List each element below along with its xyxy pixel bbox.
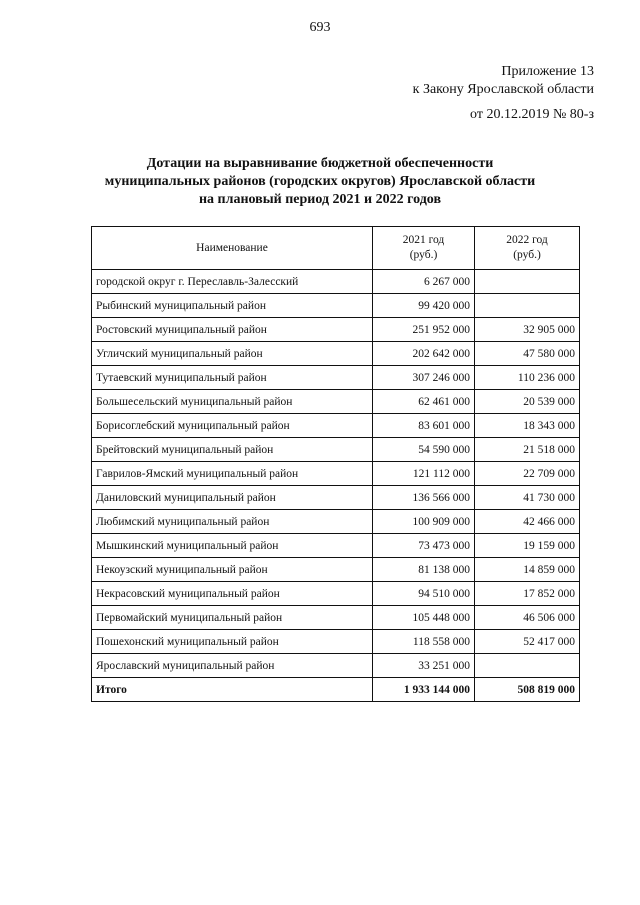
header-2021-unit: (руб.) (409, 249, 438, 261)
row-2022-value: 14 859 000 (475, 558, 580, 582)
total-2022-value: 508 819 000 (475, 678, 580, 702)
row-name: Гаврилов-Ямский муниципальный район (92, 462, 373, 486)
row-name: Некоузский муниципальный район (92, 558, 373, 582)
table-row (92, 582, 580, 606)
table-row (92, 534, 580, 558)
table-row (92, 606, 580, 630)
row-2022-value: 32 905 000 (475, 318, 580, 342)
row-2021-value: 99 420 000 (373, 294, 475, 318)
row-2022-value: 21 518 000 (475, 438, 580, 462)
subsidies-table (91, 226, 580, 702)
row-name: Ярославский муниципальный район (92, 654, 373, 678)
row-2022-value: 17 852 000 (475, 582, 580, 606)
row-2022-value: 41 730 000 (475, 486, 580, 510)
row-name: городской округ г. Переславль-Залесский (92, 270, 373, 294)
row-2022-value (475, 654, 580, 678)
row-name: Рыбинский муниципальный район (92, 294, 373, 318)
row-2021-value: 54 590 000 (373, 438, 475, 462)
appendix-law-date: от 20.12.2019 № 80-з (470, 107, 594, 122)
row-2022-value (475, 294, 580, 318)
row-2022-value (475, 270, 580, 294)
row-2022-value: 47 580 000 (475, 342, 580, 366)
table-row (92, 342, 580, 366)
row-2022-value: 110 236 000 (475, 366, 580, 390)
title-line-1: Дотации на выравнивание бюджетной обеспеченности (146, 156, 494, 171)
row-2021-value: 202 642 000 (373, 342, 475, 366)
table-row (92, 414, 580, 438)
header-name: Наименование (92, 227, 373, 270)
table-row (92, 366, 580, 390)
row-2021-value: 251 952 000 (373, 318, 475, 342)
row-2021-value: 94 510 000 (373, 582, 475, 606)
table-row (92, 318, 580, 342)
row-2021-value: 62 461 000 (373, 390, 475, 414)
row-2021-value: 6 267 000 (373, 270, 475, 294)
row-2022-value: 22 709 000 (475, 462, 580, 486)
row-2021-value: 33 251 000 (373, 654, 475, 678)
row-2021-value: 83 601 000 (373, 414, 475, 438)
header-2021-year: 2021 год (402, 234, 445, 246)
row-2021-value: 105 448 000 (373, 606, 475, 630)
table-row (92, 558, 580, 582)
header-2022-unit: (руб.) (513, 249, 541, 261)
title-line-2: муниципальных районов (городских округов) Ярославской области (104, 174, 536, 189)
table-row (92, 270, 580, 294)
row-2021-value: 81 138 000 (373, 558, 475, 582)
row-name: Мышкинский муниципальный район (92, 534, 373, 558)
row-name: Некрасовский муниципальный район (92, 582, 373, 606)
row-2021-value: 121 112 000 (373, 462, 475, 486)
table-header-row (92, 227, 580, 270)
row-2021-value: 118 558 000 (373, 630, 475, 654)
appendix-law-reference: к Закону Ярославской области (412, 82, 594, 97)
row-name: Большесельский муниципальный район (92, 390, 373, 414)
row-2021-value: 100 909 000 (373, 510, 475, 534)
row-2021-value: 136 566 000 (373, 486, 475, 510)
appendix-label: Приложение 13 (501, 64, 594, 79)
row-name: Угличский муниципальный район (92, 342, 373, 366)
table-row (92, 510, 580, 534)
table-row (92, 654, 580, 678)
row-2022-value: 18 343 000 (475, 414, 580, 438)
row-2022-value: 46 506 000 (475, 606, 580, 630)
row-2021-value: 307 246 000 (373, 366, 475, 390)
header-2022-year: 2022 год (506, 234, 548, 246)
table-row (92, 486, 580, 510)
row-name: Брейтовский муниципальный район (92, 438, 373, 462)
table-row (92, 630, 580, 654)
total-row (92, 678, 580, 702)
table-row (92, 462, 580, 486)
table-row (92, 390, 580, 414)
row-2021-value: 73 473 000 (373, 534, 475, 558)
total-2021-value: 1 933 144 000 (373, 678, 475, 702)
document-title (40, 155, 600, 209)
row-2022-value: 19 159 000 (475, 534, 580, 558)
row-name: Тутаевский муниципальный район (92, 366, 373, 390)
row-name: Первомайский муниципальный район (92, 606, 373, 630)
table-row (92, 294, 580, 318)
page-number: 693 (309, 20, 331, 35)
row-name: Ростовский муниципальный район (92, 318, 373, 342)
row-name: Борисоглебский муниципальный район (92, 414, 373, 438)
row-2022-value: 42 466 000 (475, 510, 580, 534)
row-2022-value: 20 539 000 (475, 390, 580, 414)
row-name: Любимский муниципальный район (92, 510, 373, 534)
total-label: Итого (92, 678, 373, 702)
row-2022-value: 52 417 000 (475, 630, 580, 654)
header-2021 (373, 227, 475, 270)
table-row (92, 438, 580, 462)
row-name: Даниловский муниципальный район (92, 486, 373, 510)
title-line-3: на плановый период 2021 и 2022 годов (198, 192, 442, 207)
header-2022 (475, 227, 580, 270)
row-name: Пошехонский муниципальный район (92, 630, 373, 654)
table-body (92, 270, 580, 702)
